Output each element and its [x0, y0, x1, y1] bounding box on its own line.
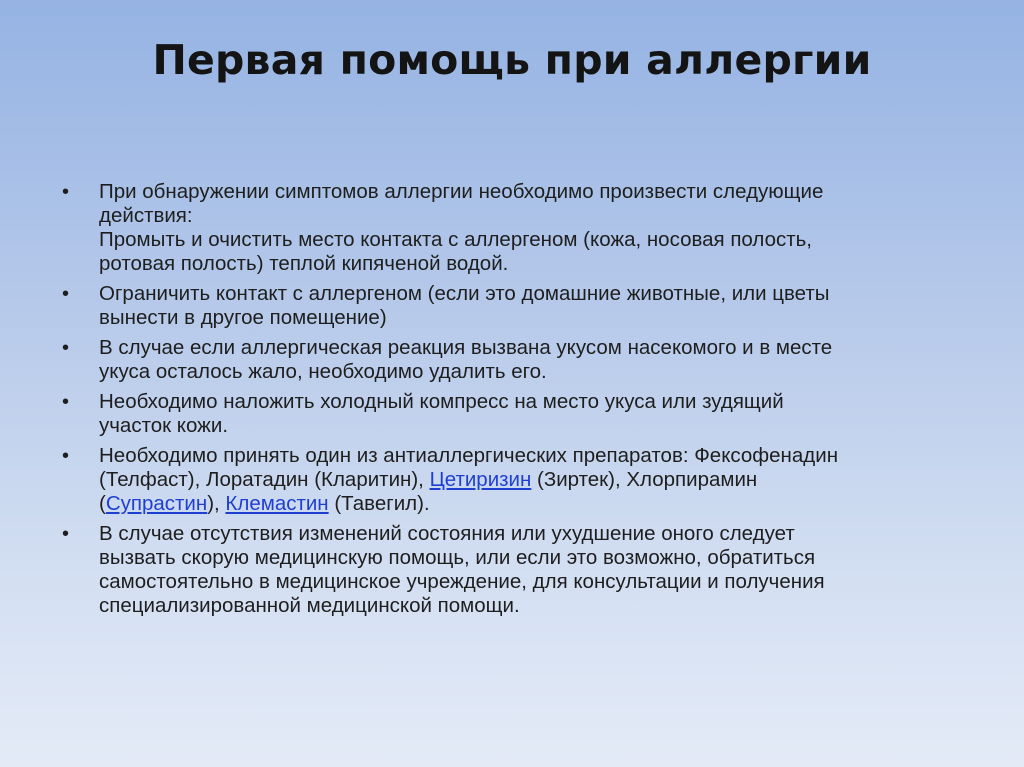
slide-title: Первая помощь при аллергии — [152, 36, 872, 84]
bullet-text — [99, 336, 962, 384]
bullet-text — [99, 390, 962, 438]
bullet-text-segment: (Тавегил). — [328, 492, 430, 515]
bullet-line: вынести в другое помещение) — [99, 306, 387, 329]
bullet-marker: • — [62, 445, 70, 467]
bullet-text — [99, 444, 962, 516]
cetirizine-link[interactable]: Цетиризин — [429, 468, 532, 491]
bullet-line: Ограничить контакт с аллергеном (если это домашние животные, или цветы — [99, 282, 830, 305]
bullet-line: укуса осталось жало, необходимо удалить его. — [99, 360, 547, 383]
bullet-line: самостоятельно в медицинское учреждение, для консультации и получения — [99, 570, 825, 593]
bullet-line: Промыть и очистить место контакта с аллергеном (кожа, носовая полость, — [99, 228, 812, 251]
bullet-marker: • — [62, 391, 70, 413]
bullet-text — [99, 522, 962, 618]
bullet-line: При обнаружении симптомов аллергии необходимо произвести следующие — [99, 180, 824, 203]
bullet-text-segment: ( — [99, 492, 106, 515]
clemastine-link[interactable]: Клемастин — [225, 492, 329, 515]
bullet-line: специализированной медицинской помощи. — [99, 594, 520, 617]
bullet-marker: • — [62, 181, 70, 203]
bullet-line — [99, 492, 962, 516]
bullet-item — [62, 522, 962, 618]
bullet-item — [62, 444, 962, 516]
bullet-item — [62, 336, 962, 384]
bullet-item — [62, 180, 962, 276]
bullet-line: Необходимо наложить холодный компресс на место укуса или зудящий — [99, 390, 784, 413]
bullet-line: участок кожи. — [99, 414, 229, 437]
bullet-marker: • — [62, 523, 70, 545]
bullet-text-segment: ), — [207, 492, 226, 515]
bullet-line: вызвать скорую медицинскую помощь, или если это возможно, обратиться — [99, 546, 816, 569]
bullet-item — [62, 390, 962, 438]
bullet-line: В случае если аллергическая реакция вызвана укусом насекомого и в месте — [99, 336, 833, 359]
bullet-marker: • — [62, 283, 70, 305]
bullet-line — [99, 468, 962, 492]
bullet-text — [99, 180, 962, 276]
suprastin-link[interactable]: Супрастин — [105, 492, 208, 515]
bullet-marker: • — [62, 337, 70, 359]
bullet-text-segment: (Зиртек), Хлорпирамин — [531, 468, 758, 491]
bullet-list — [62, 180, 962, 624]
bullet-line: В случае отсутствия изменений состояния или ухудшение оного следует — [99, 522, 795, 545]
bullet-line: Необходимо принять один из антиаллергических препаратов: Фексофенадин — [99, 444, 839, 467]
bullet-text-segment: (Телфаст), Лоратадин (Кларитин), — [99, 468, 430, 491]
bullet-line: действия: — [99, 204, 193, 227]
bullet-text — [99, 282, 962, 330]
bullet-line: ротовая полость) теплой кипяченой водой. — [99, 252, 509, 275]
bullet-item — [62, 282, 962, 330]
